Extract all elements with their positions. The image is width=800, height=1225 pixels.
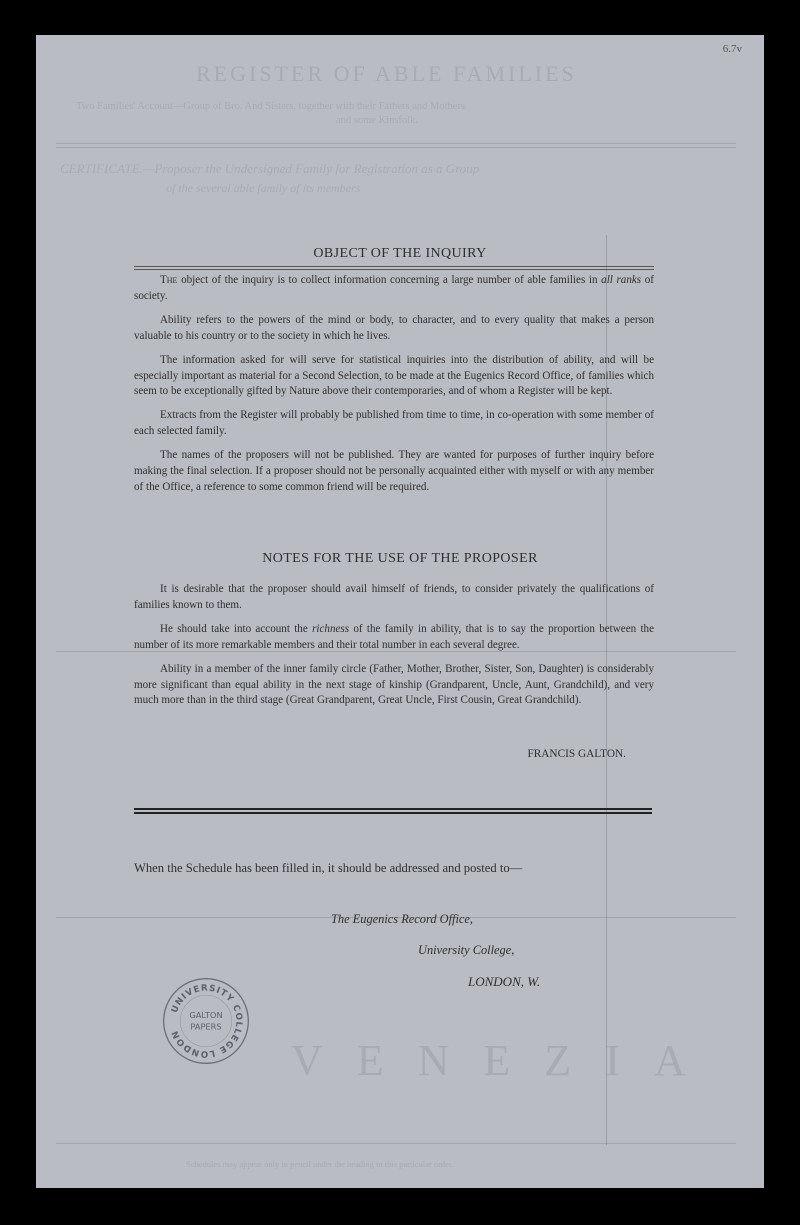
showthrough-subtitle-2: and some Kinsfolk.	[336, 115, 418, 126]
emphasis: richness	[312, 622, 350, 635]
notes-heading: NOTES FOR THE USE OF THE PROPOSER	[262, 551, 538, 566]
signature: FRANCIS GALTON.	[527, 748, 626, 760]
paragraph: Ability refers to the powers of the mind or body, to character, and to every quality that makes a person valuable to his country or to the society in which he lives.	[134, 313, 654, 342]
object-heading: OBJECT OF THE INQUIRY	[313, 246, 487, 261]
paragraph: The names of the proposers will not be published. They are wanted for purposes of further inquiry before making the final selection. If a proposer should not be personally acquainted either with myself or with any member of the Office, a reference to some common friend will be required.	[134, 449, 654, 493]
document-page	[36, 35, 764, 1188]
paragraph: Ability in a member of the inner family circle (Father, Mother, Brother, Sister, Son, Daughter) is considerably more significant than equal ability in the next stage of kinship (Grandparent, Uncle, Aunt, Grandchild), and very much more than in the third stage (Great Grandparent, Great Uncle, First Cousin, Great Grandchild).	[134, 662, 654, 707]
paragraph: It is desirable that the proposer should avail himself of friends, to consider privately the qualifications of families known to them.	[134, 583, 654, 611]
stamp-line-1: GALTON	[189, 1010, 223, 1021]
double-rule	[134, 808, 652, 810]
showthrough-rule	[56, 147, 736, 148]
paragraph	[134, 622, 654, 654]
stamp-ring-text: UNIVERSITY COLLEGE LONDON	[169, 983, 244, 1059]
stamp-line-2: PAPERS	[190, 1021, 222, 1032]
showthrough-rule	[56, 1143, 736, 1144]
showthrough-subtitle-1: Two Families' Account—Group of Bro. And Sisters, together with their Fathers and Mothers	[76, 101, 466, 112]
showthrough-rule	[56, 143, 736, 144]
archive-annotation: 6.7v	[722, 43, 742, 55]
emphasis: all ranks	[601, 274, 642, 286]
showthrough-certificate-1: CERTIFICATE.—Proposer the Undersigned Family for Registration as a Group	[60, 161, 480, 176]
paragraph: Extracts from the Register will probably be published from time to time, in co-operation with some member of each selected family.	[134, 409, 654, 438]
double-rule	[134, 812, 652, 814]
posting-instruction: When the Schedule has been filled in, it should be addressed and posted to—	[134, 861, 523, 875]
notes-paragraphs	[134, 582, 654, 717]
object-paragraphs	[134, 273, 654, 504]
heading-rule	[134, 266, 654, 267]
paragraph-text: object of the inquiry is to collect information concerning a large number of able families in	[177, 274, 602, 286]
showthrough-watermark: VENEZIA	[291, 1036, 720, 1085]
paragraph-text: He should take into account the	[160, 622, 313, 635]
galton-papers-stamp	[160, 975, 252, 1067]
paragraph-tail: of society.	[134, 274, 655, 302]
address-line-2: University College,	[418, 943, 515, 957]
showthrough-certificate-2: of the several able family of its members	[166, 181, 361, 195]
address-line-1: The Eugenics Record Office,	[331, 912, 473, 926]
showthrough-footer: Schedules may appear only in pencil under the heading in this particular order.	[186, 1159, 454, 1169]
lead-word: The	[160, 274, 178, 286]
showthrough-title: REGISTER OF ABLE FAMILIES	[196, 61, 577, 86]
heading-rule	[134, 269, 654, 270]
paragraph-tail: of the family in ability, that is to say the proportion between the number of its more remarkable members and their total number in each several degree.	[134, 622, 655, 651]
address-line-3: LONDON, W.	[468, 974, 541, 989]
paragraph	[134, 273, 654, 305]
paragraph: The information asked for will serve for statistical inquiries into the distribution of ability, and will be especially important as material for a Second Selection, to be made at the Eugenics Record Office, of families which seem to be exceptionally gifted by Nature above their contemporaries, and of whom a Register will be kept.	[134, 353, 654, 398]
